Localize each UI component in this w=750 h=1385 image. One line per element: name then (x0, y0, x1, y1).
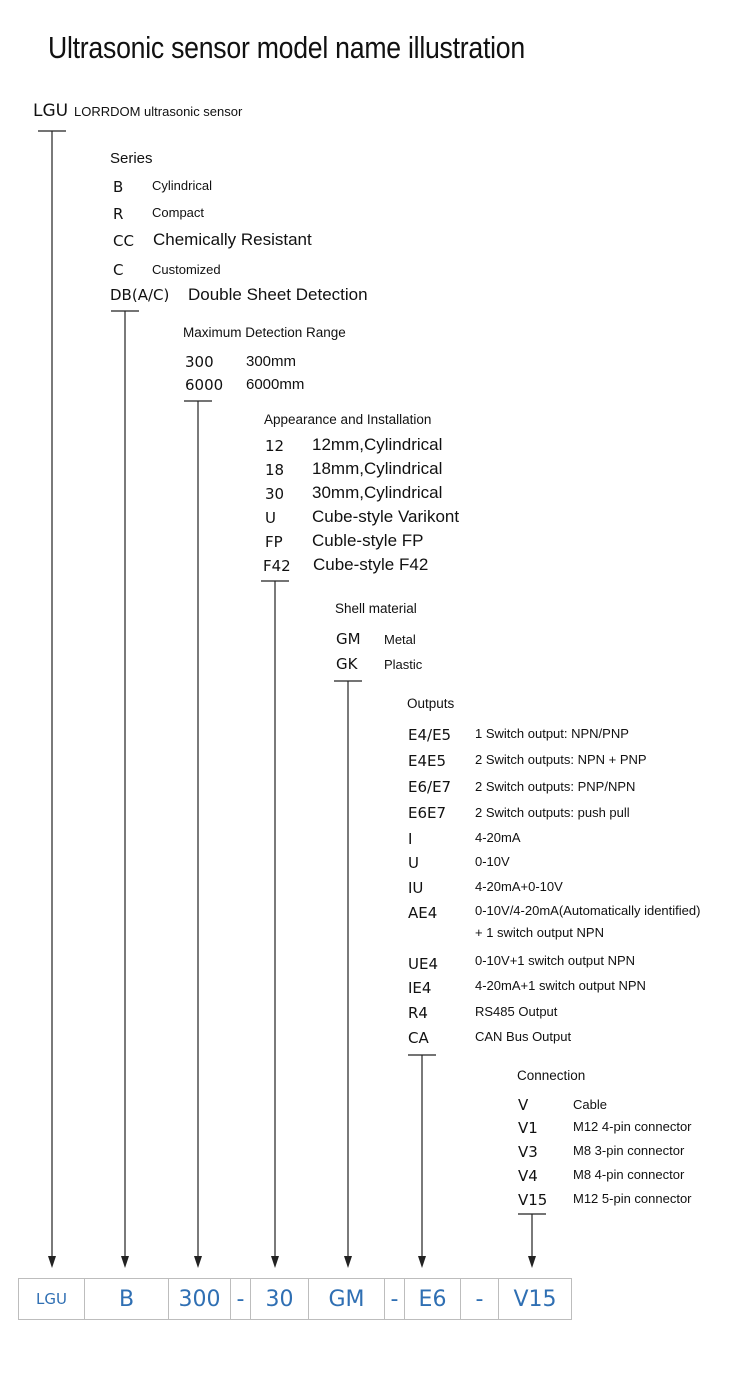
connection-desc-v1: M12 4-pin connector (573, 1119, 692, 1134)
range-heading: Maximum Detection Range (183, 325, 346, 340)
output-desc-ca: CAN Bus Output (475, 1029, 572, 1044)
arrow-range (194, 1256, 202, 1268)
appearance-code-u: U (265, 509, 276, 527)
output-desc-ie4: 4-20mA+1 switch output NPN (475, 978, 646, 993)
shell-heading: Shell material (335, 601, 417, 616)
output-code-e4e5: E4E5 (408, 752, 447, 770)
example-cell-brand: LGU (19, 1279, 85, 1319)
connection-code-v1: V1 (518, 1119, 538, 1137)
appearance-code-12: 12 (265, 437, 285, 455)
brand-code: LGU (33, 101, 69, 121)
appearance-desc-f42: Cube-style F42 (313, 555, 429, 574)
series-desc-r: Compact (152, 205, 205, 220)
output-desc-i: 4-20mA (475, 830, 521, 845)
arrow-lgu (48, 1256, 56, 1268)
arrow-outputs (418, 1256, 426, 1268)
connection-desc-v15: M12 5-pin connector (573, 1191, 692, 1206)
output-code-i: I (408, 830, 413, 848)
connection-code-v4: V4 (518, 1167, 538, 1185)
appearance-heading: Appearance and Installation (264, 412, 432, 427)
appearance-code-f42: F42 (263, 557, 291, 575)
output-code-r4: R4 (408, 1004, 428, 1022)
connection-code-v15: V15 (518, 1191, 548, 1209)
arrow-connection (528, 1256, 536, 1268)
example-cell-separator-3: - (461, 1279, 499, 1319)
output-desc-e6e7: 2 Switch outputs: push pull (475, 805, 630, 820)
series-code-cc: CC (113, 232, 134, 250)
example-cell-appearance: 30 (251, 1279, 309, 1319)
brand-description: LORRDOM ultrasonic sensor (74, 104, 243, 119)
example-cell-output: E6 (405, 1279, 461, 1319)
output-code-ca: CA (408, 1029, 429, 1047)
output-code-u: U (408, 854, 419, 872)
series-heading: Series (110, 150, 153, 167)
arrow-series (121, 1256, 129, 1268)
series-code-b: B (113, 178, 124, 196)
example-cell-series: B (85, 1279, 169, 1319)
example-cell-separator-1: - (231, 1279, 251, 1319)
output-code-ie4: IE4 (408, 979, 432, 997)
shell-code-gk: GK (336, 655, 358, 673)
series-desc-b: Cylindrical (152, 178, 212, 193)
connection-desc-v3: M8 3-pin connector (573, 1143, 685, 1158)
series-desc-db: Double Sheet Detection (188, 285, 368, 304)
range-desc-300: 300mm (246, 353, 297, 370)
series-desc-cc: Chemically Resistant (153, 230, 312, 249)
range-code-6000: 6000 (185, 376, 224, 394)
range-code-300: 300 (185, 353, 214, 371)
appearance-desc-fp: Cuble-style FP (312, 531, 424, 550)
example-cell-range: 300 (169, 1279, 231, 1319)
shell-desc-gm: Metal (384, 632, 416, 647)
range-desc-6000: 6000mm (246, 376, 305, 393)
example-cell-connection: V15 (513, 1286, 557, 1312)
output-desc-iu: 4-20mA+0-10V (475, 879, 563, 894)
output-desc-ue4: 0-10V+1 switch output NPN (475, 953, 636, 968)
output-desc-ae4: 0-10V/4-20mA(Automatically identified) (475, 903, 701, 918)
output-code-e4e5-slash: E4/E5 (408, 726, 452, 744)
example-cell-shell: GM (309, 1279, 385, 1319)
output-code-ue4: UE4 (408, 955, 438, 973)
output-desc-e6e7-slash: 2 Switch outputs: PNP/NPN (475, 779, 636, 794)
output-code-iu: IU (408, 879, 424, 897)
arrow-appearance (271, 1256, 279, 1268)
appearance-code-30: 30 (265, 485, 285, 503)
series-code-db: DB(A/C) (110, 286, 170, 304)
output-desc-u: 0-10V (475, 854, 510, 869)
example-model-code (18, 1278, 572, 1320)
appearance-desc-18: 18mm,Cylindrical (312, 459, 443, 478)
appearance-code-18: 18 (265, 461, 285, 479)
shell-code-gm: GM (336, 630, 361, 648)
output-code-e6e7: E6E7 (408, 804, 447, 822)
appearance-code-fp: FP (265, 533, 283, 551)
connection-code-v3: V3 (518, 1143, 538, 1161)
appearance-desc-u: Cube-style Varikont (312, 507, 460, 526)
output-desc-r4: RS485 Output (475, 1004, 558, 1019)
shell-desc-gk: Plastic (384, 657, 423, 672)
connection-code-v: V (518, 1096, 529, 1114)
output-code-e6e7-slash: E6/E7 (408, 778, 452, 796)
series-desc-c: Customized (152, 262, 221, 277)
connection-desc-v: Cable (573, 1097, 607, 1112)
page-title: Ultrasonic sensor model name illustration (48, 30, 525, 65)
outputs-heading: Outputs (407, 696, 455, 711)
connection-desc-v4: M8 4-pin connector (573, 1167, 685, 1182)
series-code-c: C (113, 261, 124, 279)
appearance-desc-12: 12mm,Cylindrical (312, 435, 443, 454)
output-desc-e4e5-slash: 1 Switch output: NPN/PNP (475, 726, 629, 741)
output-code-ae4: AE4 (408, 904, 438, 922)
appearance-desc-30: 30mm,Cylindrical (312, 483, 443, 502)
arrow-shell (344, 1256, 352, 1268)
example-cell-separator-2: - (385, 1279, 405, 1319)
connection-heading: Connection (517, 1068, 586, 1083)
series-code-r: R (113, 205, 124, 223)
output-desc-e4e5: 2 Switch outputs: NPN + PNP (475, 752, 647, 767)
output-desc-ae4-line2: + 1 switch output NPN (475, 925, 604, 940)
